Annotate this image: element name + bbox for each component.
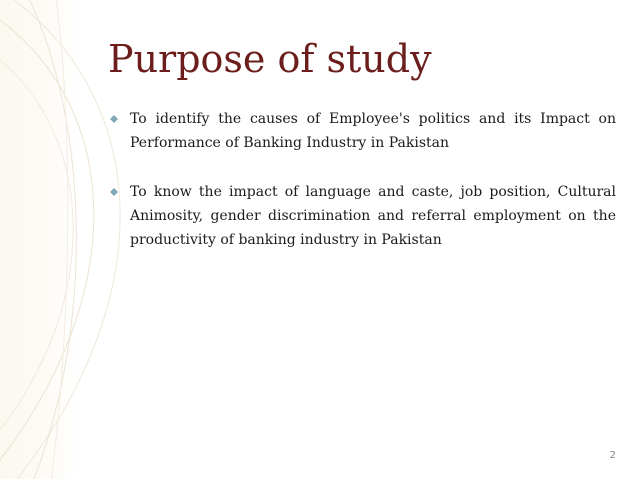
bullet-text: To identify the causes of Employee's politics and its Impact on Performance of Banking Industry in Pakistan bbox=[130, 111, 616, 151]
bullet-item bbox=[106, 107, 616, 155]
slide-title: Purpose of study bbox=[108, 37, 432, 81]
bullet-text: To know the impact of language and caste, job position, Cultural Animosity, gender discrimination and referral employment on the productivity of banking industry in Pakistan bbox=[130, 184, 616, 248]
bullet-list bbox=[106, 107, 616, 277]
page-number: 2 bbox=[609, 450, 616, 461]
diamond-bullet-icon bbox=[108, 180, 120, 204]
bullet-item bbox=[106, 180, 616, 252]
diamond-bullet-icon bbox=[108, 107, 120, 131]
